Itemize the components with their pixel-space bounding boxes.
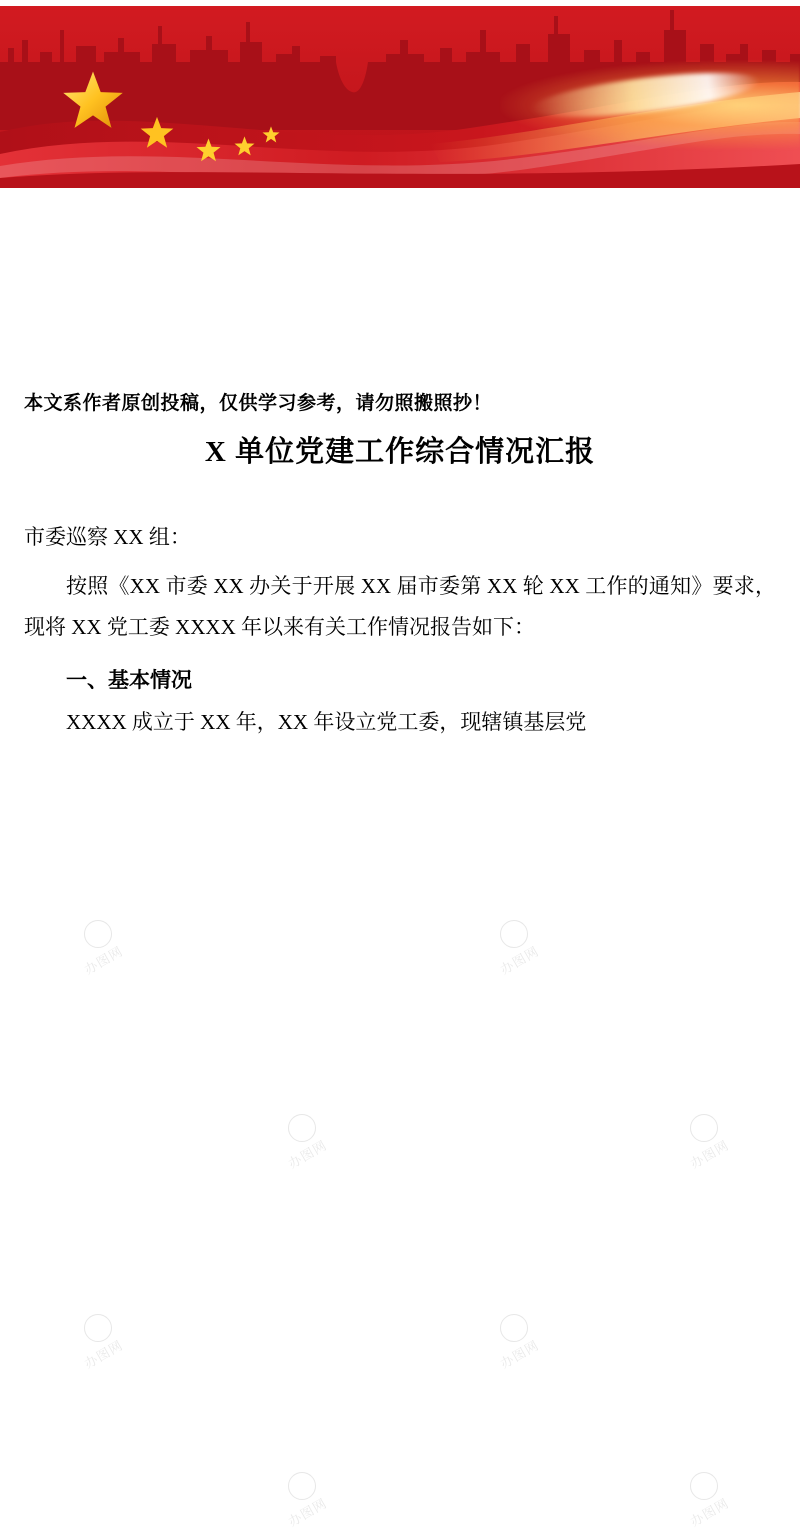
banner-bottom-edge <box>0 184 800 188</box>
section-heading-1: 一、基本情况 <box>66 667 192 692</box>
page-title: X 单位党建工作综合情况汇报 <box>204 436 596 468</box>
watermark-text: 办图网 <box>81 943 126 978</box>
watermark-text: 办图网 <box>497 1337 542 1372</box>
watermark-circle-icon <box>288 1472 316 1500</box>
watermark-circle-icon <box>84 1314 112 1342</box>
watermark-text: 办图网 <box>285 1495 330 1530</box>
paragraph-intro: 按照《XX 市委 XX 办关于开展 XX 届市委第 XX 轮 XX 工作的通知》要求，现将 XX 党工委 XXXX 年以来有关工作情况报告如下： <box>24 573 776 639</box>
watermark-circle-icon <box>288 1114 316 1142</box>
gold-star-small-icon <box>196 138 221 162</box>
copyright-notice: 本文系作者原创投稿，仅供学习参考，请勿照搬照抄！ <box>24 393 493 414</box>
header-banner <box>0 0 800 188</box>
watermark-circle-icon <box>690 1114 718 1142</box>
gold-star-tiny2-icon <box>262 126 280 143</box>
gold-star-large-icon <box>62 70 124 130</box>
paragraph-basic-situation: XXXX 成立于 XX 年，XX 年设立党工委，现辖镇基层党 <box>66 709 587 734</box>
watermark-circle-icon <box>84 920 112 948</box>
gold-star-medium-icon <box>140 116 174 149</box>
watermark-circle-icon <box>500 1314 528 1342</box>
watermark-text: 办图网 <box>687 1137 732 1172</box>
watermark-circle-icon <box>500 920 528 948</box>
watermark-text: 办图网 <box>497 943 542 978</box>
salutation-line: 市委巡察 XX 组： <box>24 525 191 549</box>
watermark-text: 办图网 <box>687 1495 732 1530</box>
watermark-circle-icon <box>690 1472 718 1500</box>
watermark-text: 办图网 <box>285 1137 330 1172</box>
gold-star-tiny-icon <box>234 136 255 156</box>
watermark-text: 办图网 <box>81 1337 126 1372</box>
document-body <box>0 388 800 734</box>
